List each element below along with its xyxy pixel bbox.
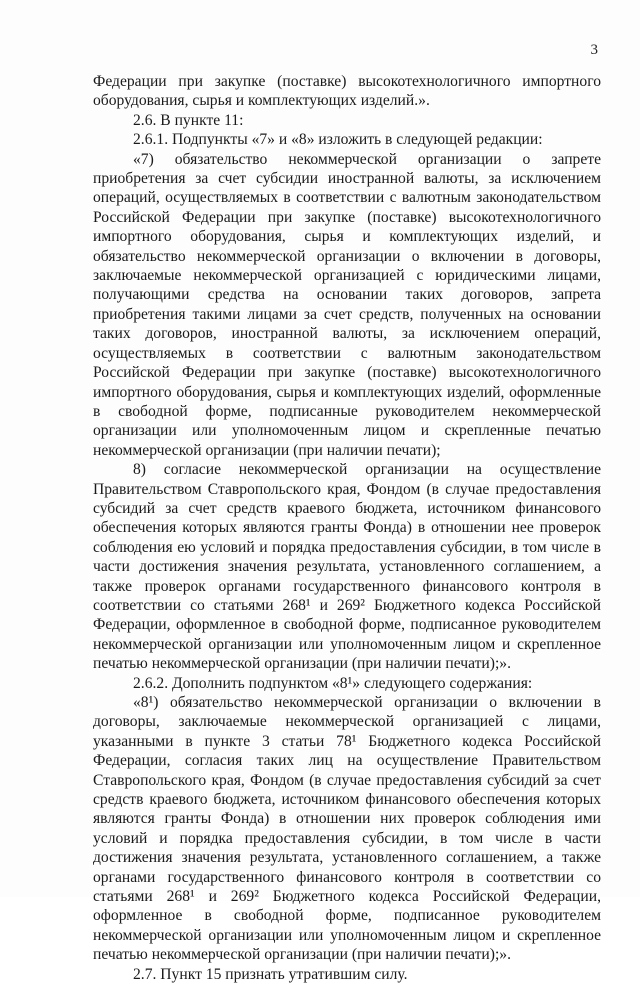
paragraph: 2.6.1. Подпункты «7» и «8» изложить в следующей редакции: (133, 131, 543, 149)
paragraph: 2.6. В пункте 11: (133, 111, 244, 129)
paragraph: «7) обязательство некоммерческой организации о запрете приобретения за счет субсидии иностранной валюты, за исключением операций, осуществляемых в соответствии с валютным законодательством Российской Федерации при закупке (поставке) высокотехнологичного импортного оборудования, сырья и комплектующих изделий, и обязательство некоммерческой организации о включении в договоры, заключаемые некоммерческой организацией с юридическими лицами, получающими средства на основании таких договоров, запрета приобретения такими лицами за счет средств, полученных на основании таких договоров, иностранной валюты, за исключением операций, осуществляемых в соответствии с валютным законодательством Российской Федерации при закупке (поставке) высокотехнологичного импортного оборудования, сырья и комплектующих изделий, оформленные в свободной форме, подписанные руководителем некоммерческой организации или уполномоченным лицом и скрепленные печатью некоммерческой организации (при наличии печати); (93, 150, 601, 459)
paragraph: 2.7. Пункт 15 признать утратившим силу. (133, 965, 408, 983)
paragraph: «8¹) обязательство некоммерческой организации о включении в договоры, заключаемые некоммерческой организацией с лицами, указанными в пункте 3 статьи 78¹ Бюджетного кодекса Российской Федерации, согласия таких лиц на осуществление Правительством Ставропольского края, Фондом (в случае предоставления субсидий за счет средств краевого бюджета, источником финансового обеспечения которых являются гранты Фонда) в отношении них проверок соблюдения ими условий и порядка предоставления субсидии, в том числе в части достижения значения результата, установленного соглашением, а также органами государственного финансового контроля в соответствии со статьями 268¹ и 269² Бюджетного кодекса Российской Федерации, оформленное в свободной форме, подписанное руководителем некоммерческой организации или уполномоченным лицом и скрепленное печатью некоммерческой организации (при наличии печати);». (93, 694, 601, 964)
document-body (93, 72, 601, 984)
paragraph: 2.6.2. Дополнить подпунктом «8¹» следующего содержания: (133, 674, 533, 692)
page-number: 3 (590, 42, 598, 58)
paragraph: Федерации при закупке (поставке) высокотехнологичного импортного оборудования, сырья и комплектующих изделий.». (93, 73, 601, 110)
paragraph: 8) согласие некоммерческой организации на осуществление Правительством Ставропольского края, Фондом (в случае предоставления субсидий за счет средств краевого бюджета, источником финансового обеспечения которых являются гранты Фонда) в отношении нее проверок соблюдения ею условий и порядка предоставления субсидии, в том числе в части достижения значения результата, установленного соглашением, а также проверок органами государственного финансового контроля в соответствии со статьями 268¹ и 269² Бюджетного кодекса Российской Федерации, оформленное в свободной форме, подписанное руководителем некоммерческой организации или уполномоченным лицом и скрепленное печатью некоммерческой организации (при наличии печати);». (93, 461, 601, 673)
